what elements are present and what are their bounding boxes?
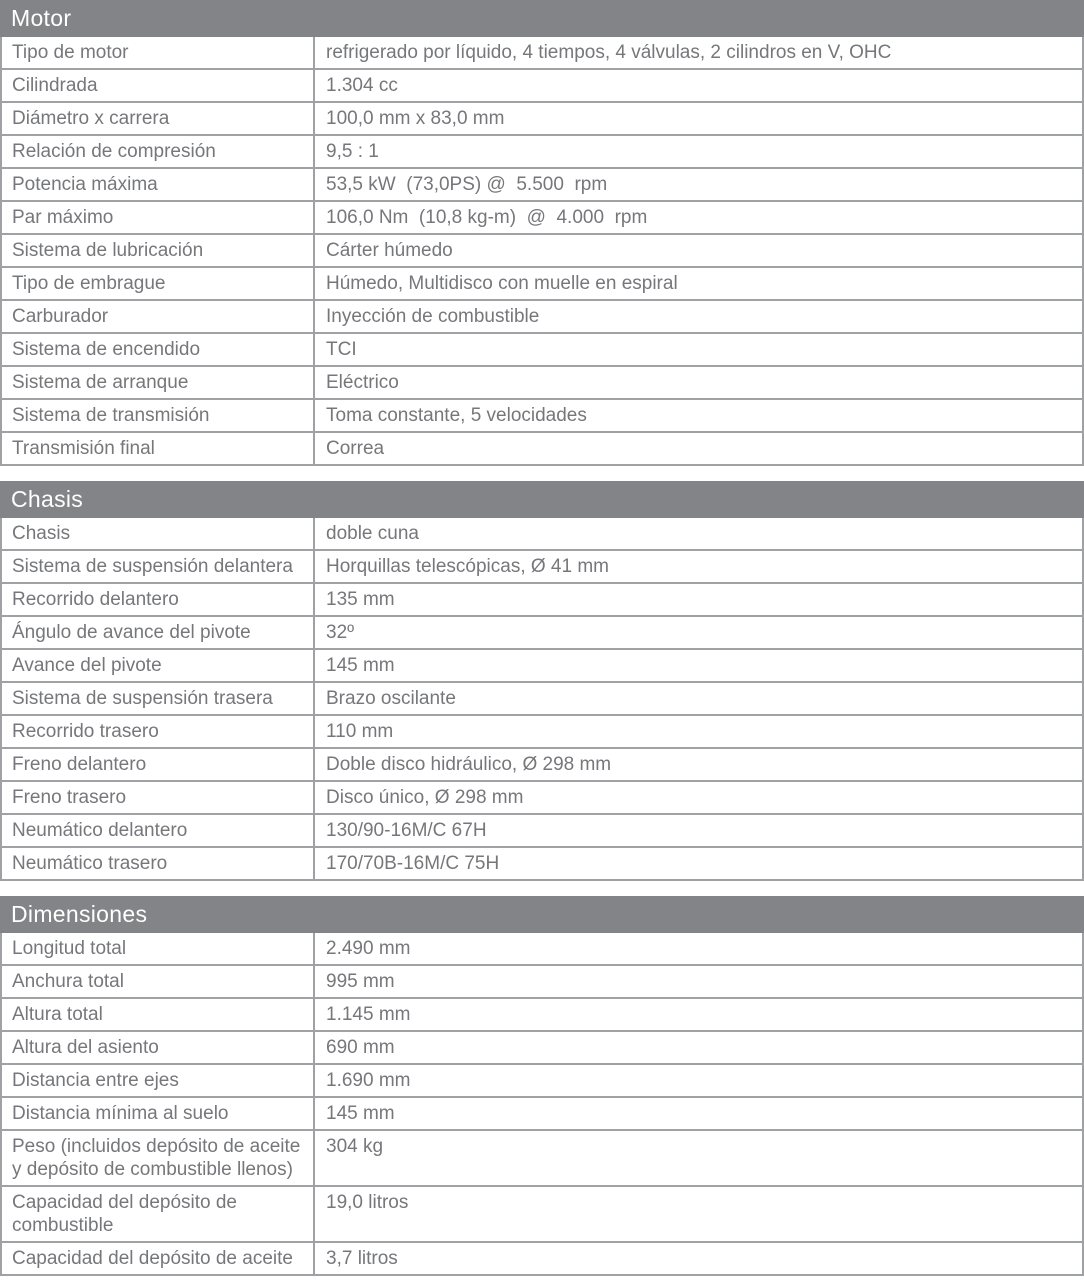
- spec-row: [2, 431, 1082, 464]
- spec-label: Tipo de embrague: [12, 273, 166, 294]
- spec-row: [2, 549, 1082, 582]
- spec-row: [2, 101, 1082, 134]
- section-header-chasis: [0, 481, 1084, 518]
- spec-label: Sistema de suspensión delantera: [12, 556, 293, 577]
- spec-row: [2, 1096, 1082, 1129]
- spec-row: [2, 299, 1082, 332]
- spec-label: Carburador: [12, 306, 109, 327]
- spec-value: Húmedo, Multidisco con muelle en espiral: [313, 268, 1082, 299]
- spec-label: Cilindrada: [12, 75, 98, 96]
- spec-label: Transmisión final: [12, 438, 155, 459]
- section-motor: [0, 0, 1084, 466]
- spec-row: [2, 681, 1082, 714]
- spec-value: 1.690 mm: [313, 1065, 1082, 1096]
- spec-row: [2, 398, 1082, 431]
- spec-row: [2, 1241, 1082, 1274]
- spec-row: [2, 233, 1082, 266]
- spec-label: Neumático delantero: [12, 820, 188, 841]
- spec-label: Recorrido trasero: [12, 721, 159, 742]
- spec-row: [2, 964, 1082, 997]
- spec-value: Doble disco hidráulico, Ø 298 mm: [313, 749, 1082, 780]
- spec-value: Disco único, Ø 298 mm: [313, 782, 1082, 813]
- spec-label: Sistema de transmisión: [12, 405, 210, 426]
- spec-label: Chasis: [12, 523, 71, 544]
- spec-label: Par máximo: [12, 207, 114, 228]
- section-dimensiones: [0, 896, 1084, 1276]
- spec-value: 135 mm: [313, 584, 1082, 615]
- spec-label: Altura del asiento: [12, 1037, 159, 1058]
- spec-value: 995 mm: [313, 966, 1082, 997]
- spec-value: 130/90-16M/C 67H: [313, 815, 1082, 846]
- spec-value: 145 mm: [313, 1098, 1082, 1129]
- spec-row: [2, 813, 1082, 846]
- spec-row: [2, 780, 1082, 813]
- spec-table-motor: [0, 37, 1084, 466]
- spec-label: Distancia entre ejes: [12, 1070, 179, 1091]
- spec-value: 100,0 mm x 83,0 mm: [313, 103, 1082, 134]
- spec-row: [2, 1129, 1082, 1185]
- section-title: Chasis: [11, 486, 84, 512]
- spec-value: 110 mm: [313, 716, 1082, 747]
- spec-row: [2, 68, 1082, 101]
- spec-label: Potencia máxima: [12, 174, 158, 195]
- spec-value: 32º: [313, 617, 1082, 648]
- spec-row: [2, 266, 1082, 299]
- spec-value: Inyección de combustible: [313, 301, 1082, 332]
- spec-value: 2.490 mm: [313, 933, 1082, 964]
- spec-label: Avance del pivote: [12, 655, 162, 676]
- spec-row: [2, 518, 1082, 549]
- spec-label: Longitud total: [12, 938, 127, 959]
- spec-value: Horquillas telescópicas, Ø 41 mm: [313, 551, 1082, 582]
- section-header-dimensiones: [0, 896, 1084, 933]
- spec-row: [2, 200, 1082, 233]
- spec-label: Recorrido delantero: [12, 589, 179, 610]
- spec-table-dimensiones: [0, 933, 1084, 1276]
- spec-label: Ángulo de avance del pivote: [12, 622, 251, 643]
- section-chasis: [0, 481, 1084, 881]
- spec-label: Relación de compresión: [12, 141, 216, 162]
- spec-row: [2, 134, 1082, 167]
- spec-label: Capacidad del depósito de aceite: [12, 1248, 293, 1269]
- section-title: Dimensiones: [11, 901, 148, 927]
- spec-value: Brazo oscilante: [313, 683, 1082, 714]
- spec-row: [2, 997, 1082, 1030]
- spec-label: Sistema de suspensión trasera: [12, 688, 273, 709]
- spec-label: Capacidad del depósito de combustible: [12, 1192, 238, 1236]
- spec-value: Eléctrico: [313, 367, 1082, 398]
- spec-value: refrigerado por líquido, 4 tiempos, 4 válvulas, 2 cilindros en V, OHC: [313, 37, 1082, 68]
- spec-row: [2, 747, 1082, 780]
- spec-label: Freno trasero: [12, 787, 127, 808]
- spec-value: 106,0 Nm (10,8 kg-m) @ 4.000 rpm: [313, 202, 1082, 233]
- spec-row: [2, 1185, 1082, 1241]
- spec-row: [2, 1030, 1082, 1063]
- spec-value: doble cuna: [313, 518, 1082, 549]
- spec-row: [2, 167, 1082, 200]
- spec-row: [2, 615, 1082, 648]
- spec-row: [2, 582, 1082, 615]
- section-title: Motor: [11, 5, 72, 31]
- spec-table-chasis: [0, 518, 1084, 881]
- spec-value: 3,7 litros: [313, 1243, 1082, 1274]
- spec-label: Freno delantero: [12, 754, 147, 775]
- spec-value: 304 kg: [313, 1131, 1082, 1185]
- section-header-motor: [0, 0, 1084, 37]
- spec-row: [2, 332, 1082, 365]
- spec-label: Tipo de motor: [12, 42, 129, 63]
- spec-label: Peso (incluidos depósito de aceite y depósito de combustible llenos): [12, 1136, 301, 1180]
- spec-value: 9,5 : 1: [313, 136, 1082, 167]
- spec-label: Sistema de encendido: [12, 339, 201, 360]
- spec-label: Sistema de lubricación: [12, 240, 204, 261]
- spec-value: TCI: [313, 334, 1082, 365]
- spec-value: Toma constante, 5 velocidades: [313, 400, 1082, 431]
- spec-label: Anchura total: [12, 971, 124, 992]
- spec-value: 170/70B-16M/C 75H: [313, 848, 1082, 879]
- spec-label: Altura total: [12, 1004, 103, 1025]
- spec-row: [2, 365, 1082, 398]
- spec-value: 1.304 cc: [313, 70, 1082, 101]
- spec-value: 53,5 kW (73,0PS) @ 5.500 rpm: [313, 169, 1082, 200]
- spec-row: [2, 648, 1082, 681]
- spec-row: [2, 714, 1082, 747]
- spec-label: Distancia mínima al suelo: [12, 1103, 229, 1124]
- spec-value: 19,0 litros: [313, 1187, 1082, 1241]
- spec-value: Correa: [313, 433, 1082, 464]
- spec-label: Sistema de arranque: [12, 372, 189, 393]
- spec-label: Diámetro x carrera: [12, 108, 170, 129]
- spec-label: Neumático trasero: [12, 853, 168, 874]
- spec-row: [2, 933, 1082, 964]
- spec-value: 690 mm: [313, 1032, 1082, 1063]
- spec-row: [2, 846, 1082, 879]
- spec-row: [2, 37, 1082, 68]
- spec-row: [2, 1063, 1082, 1096]
- spec-value: 1.145 mm: [313, 999, 1082, 1030]
- spec-value: Cárter húmedo: [313, 235, 1082, 266]
- spec-value: 145 mm: [313, 650, 1082, 681]
